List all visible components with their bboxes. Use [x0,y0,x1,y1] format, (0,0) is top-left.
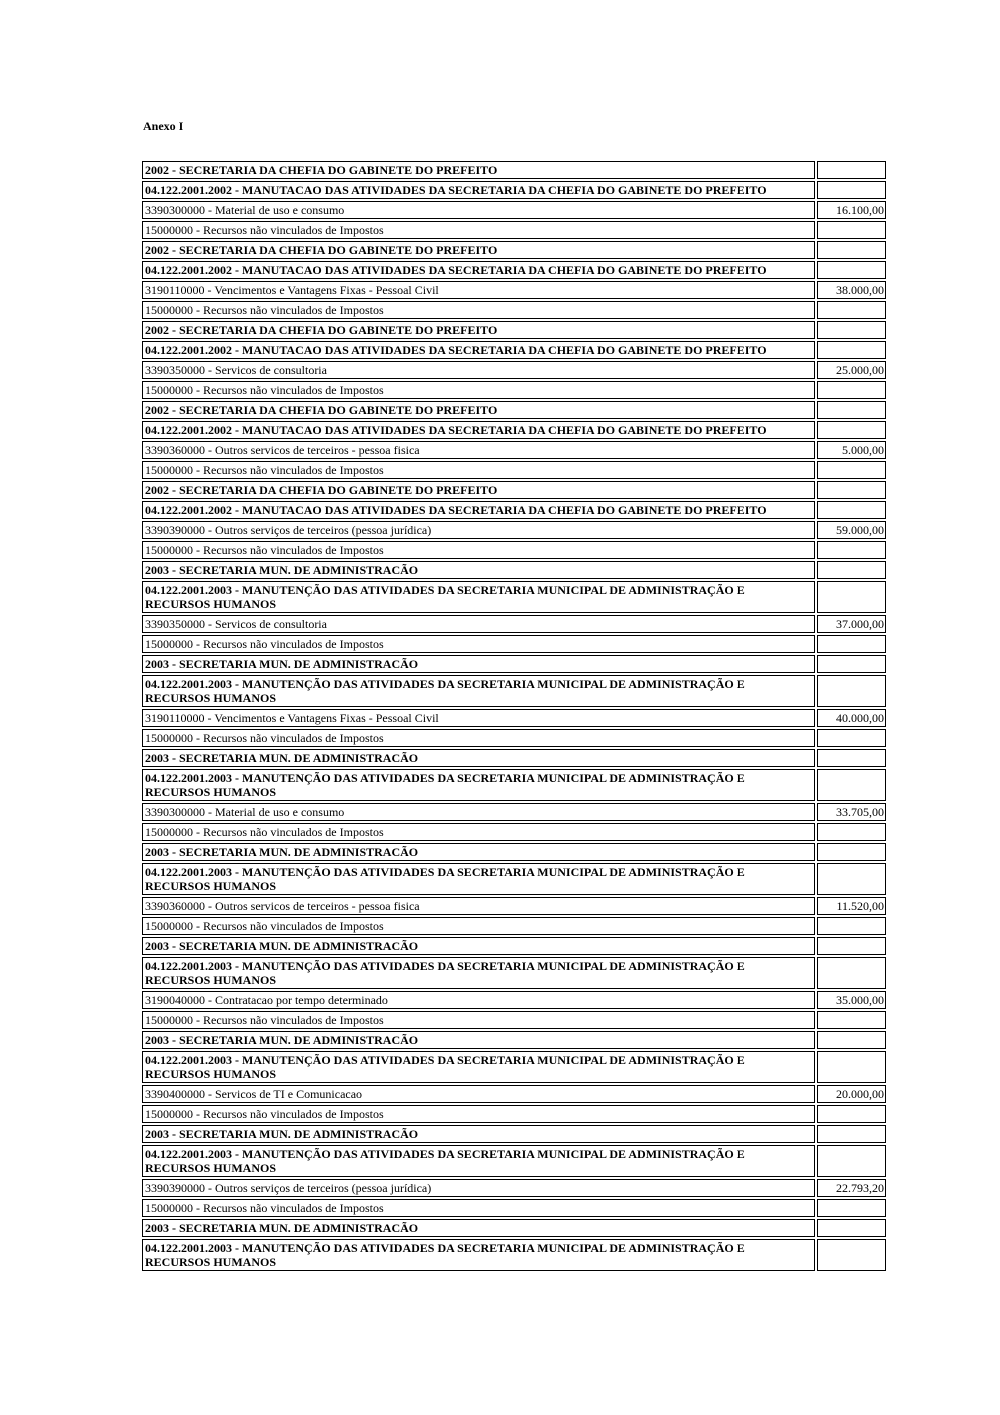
row-value [817,749,886,767]
row-value [817,917,886,935]
row-heading: 2002 - SECRETARIA DA CHEFIA DO GABINETE DO PREFEITO [142,241,815,259]
row-description: 15000000 - Recursos não vinculados de Impostos [142,541,815,559]
row-description: 15000000 - Recursos não vinculados de Impostos [142,1199,815,1217]
table-row [142,675,886,707]
row-value [817,401,886,419]
table-row [142,521,886,539]
table-row [142,501,886,519]
row-value [817,1011,886,1029]
table-row [142,937,886,955]
row-description: 3390350000 - Servicos de consultoria [142,361,815,379]
table-row [142,301,886,319]
table-row [142,201,886,219]
table-row [142,1179,886,1197]
table-row [142,161,886,179]
table-row [142,1051,886,1083]
row-description: 3390360000 - Outros servicos de terceiros - pessoa fisica [142,897,815,915]
table-row [142,421,886,439]
row-value [817,221,886,239]
row-value: 22.793,20 [817,1179,886,1197]
row-heading: 04.122.2001.2002 - MANUTACAO DAS ATIVIDADES DA SECRETARIA DA CHEFIA DO GABINETE DO PREFEITO [142,261,815,279]
table-row [142,381,886,399]
row-value: 35.000,00 [817,991,886,1009]
row-description: 3390300000 - Material de uso e consumo [142,803,815,821]
row-value [817,1051,886,1083]
row-description: 15000000 - Recursos não vinculados de Impostos [142,635,815,653]
row-value [817,1145,886,1177]
row-heading: 2003 - SECRETARIA MUN. DE ADMINISTRACÃO [142,937,815,955]
budget-table [140,159,888,1273]
row-description: 15000000 - Recursos não vinculados de Impostos [142,301,815,319]
table-row [142,823,886,841]
table-row [142,321,886,339]
table-row [142,803,886,821]
row-heading: 2003 - SECRETARIA MUN. DE ADMINISTRACÃO [142,1219,815,1237]
row-value [817,1105,886,1123]
table-row [142,917,886,935]
row-description: 3390360000 - Outros servicos de terceiros - pessoa fisica [142,441,815,459]
row-value [817,321,886,339]
row-description: 15000000 - Recursos não vinculados de Impostos [142,1105,815,1123]
row-description: 15000000 - Recursos não vinculados de Impostos [142,1011,815,1029]
table-row [142,615,886,633]
table-row [142,991,886,1009]
table-row [142,341,886,359]
row-description: 3390350000 - Servicos de consultoria [142,615,815,633]
row-value [817,181,886,199]
table-row [142,541,886,559]
row-value [817,655,886,673]
row-value [817,501,886,519]
row-description: 15000000 - Recursos não vinculados de Impostos [142,823,815,841]
table-row [142,561,886,579]
row-description: 3390390000 - Outros serviços de terceiros (pessoa jurídica) [142,521,815,539]
row-value [817,769,886,801]
table-row [142,1125,886,1143]
row-heading: 2003 - SECRETARIA MUN. DE ADMINISTRACÃO [142,1031,815,1049]
table-row [142,769,886,801]
row-value [817,341,886,359]
table-row [142,1031,886,1049]
table-row [142,635,886,653]
table-row [142,1239,886,1271]
row-value [817,1199,886,1217]
row-value [817,957,886,989]
table-row [142,1085,886,1103]
row-value [817,1239,886,1271]
row-heading: 04.122.2001.2003 - MANUTENÇÃO DAS ATIVIDADES DA SECRETARIA MUNICIPAL DE ADMINISTRAÇÃO E RECURSOS HUMANOS [142,581,815,613]
row-heading: 2003 - SECRETARIA MUN. DE ADMINISTRACÃO [142,749,815,767]
row-value [817,481,886,499]
table-row [142,281,886,299]
row-description: 3190110000 - Vencimentos e Vantagens Fixas - Pessoal Civil [142,281,815,299]
table-row [142,1011,886,1029]
table-row [142,897,886,915]
row-description: 15000000 - Recursos não vinculados de Impostos [142,221,815,239]
row-value [817,635,886,653]
table-row [142,655,886,673]
table-row [142,1199,886,1217]
row-value: 20.000,00 [817,1085,886,1103]
row-description: 3190040000 - Contratacao por tempo determinado [142,991,815,1009]
table-row [142,709,886,727]
row-value [817,729,886,747]
row-heading: 04.122.2001.2002 - MANUTACAO DAS ATIVIDADES DA SECRETARIA DA CHEFIA DO GABINETE DO PREFEITO [142,501,815,519]
row-value: 59.000,00 [817,521,886,539]
row-heading: 2002 - SECRETARIA DA CHEFIA DO GABINETE DO PREFEITO [142,401,815,419]
row-description: 3390390000 - Outros serviços de terceiros (pessoa jurídica) [142,1179,815,1197]
row-heading: 2003 - SECRETARIA MUN. DE ADMINISTRACÃO [142,1125,815,1143]
table-row [142,441,886,459]
row-description: 15000000 - Recursos não vinculados de Impostos [142,461,815,479]
row-value [817,937,886,955]
row-value [817,581,886,613]
row-heading: 2002 - SECRETARIA DA CHEFIA DO GABINETE DO PREFEITO [142,321,815,339]
row-value [817,1031,886,1049]
row-value [817,1219,886,1237]
row-heading: 04.122.2001.2003 - MANUTENÇÃO DAS ATIVIDADES DA SECRETARIA MUNICIPAL DE ADMINISTRAÇÃO E RECURSOS HUMANOS [142,1239,815,1271]
row-value [817,843,886,861]
row-value [817,261,886,279]
table-row [142,1145,886,1177]
row-heading: 04.122.2001.2003 - MANUTENÇÃO DAS ATIVIDADES DA SECRETARIA MUNICIPAL DE ADMINISTRAÇÃO E RECURSOS HUMANOS [142,1051,815,1083]
table-row [142,843,886,861]
row-value [817,421,886,439]
row-description: 15000000 - Recursos não vinculados de Impostos [142,729,815,747]
row-heading: 2003 - SECRETARIA MUN. DE ADMINISTRACÃO [142,655,815,673]
row-value [817,541,886,559]
row-value: 5.000,00 [817,441,886,459]
row-value: 40.000,00 [817,709,886,727]
table-row [142,361,886,379]
row-heading: 04.122.2001.2003 - MANUTENÇÃO DAS ATIVIDADES DA SECRETARIA MUNICIPAL DE ADMINISTRAÇÃO E RECURSOS HUMANOS [142,769,815,801]
row-value: 38.000,00 [817,281,886,299]
table-row [142,729,886,747]
row-value [817,241,886,259]
row-value: 37.000,00 [817,615,886,633]
table-row [142,181,886,199]
row-description: 3390400000 - Servicos de TI e Comunicacao [142,1085,815,1103]
row-description: 3390300000 - Material de uso e consumo [142,201,815,219]
row-heading: 2003 - SECRETARIA MUN. DE ADMINISTRACÃO [142,561,815,579]
table-row [142,221,886,239]
table-row [142,863,886,895]
row-value: 25.000,00 [817,361,886,379]
table-row [142,461,886,479]
row-value [817,1125,886,1143]
row-heading: 04.122.2001.2002 - MANUTACAO DAS ATIVIDADES DA SECRETARIA DA CHEFIA DO GABINETE DO PREFEITO [142,421,815,439]
row-value [817,301,886,319]
table-row [142,261,886,279]
row-value [817,863,886,895]
row-value [817,461,886,479]
row-description: 3190110000 - Vencimentos e Vantagens Fixas - Pessoal Civil [142,709,815,727]
row-value [817,381,886,399]
row-value [817,823,886,841]
row-description: 15000000 - Recursos não vinculados de Impostos [142,381,815,399]
table-row [142,241,886,259]
row-value: 16.100,00 [817,201,886,219]
row-heading: 04.122.2001.2003 - MANUTENÇÃO DAS ATIVIDADES DA SECRETARIA MUNICIPAL DE ADMINISTRAÇÃO E RECURSOS HUMANOS [142,1145,815,1177]
row-heading: 04.122.2001.2003 - MANUTENÇÃO DAS ATIVIDADES DA SECRETARIA MUNICIPAL DE ADMINISTRAÇÃO E RECURSOS HUMANOS [142,863,815,895]
budget-table-body [142,161,886,1271]
row-heading: 04.122.2001.2003 - MANUTENÇÃO DAS ATIVIDADES DA SECRETARIA MUNICIPAL DE ADMINISTRAÇÃO E RECURSOS HUMANOS [142,957,815,989]
table-row [142,1105,886,1123]
row-value [817,675,886,707]
row-heading: 04.122.2001.2002 - MANUTACAO DAS ATIVIDADES DA SECRETARIA DA CHEFIA DO GABINETE DO PREFEITO [142,341,815,359]
table-row [142,749,886,767]
row-heading: 04.122.2001.2002 - MANUTACAO DAS ATIVIDADES DA SECRETARIA DA CHEFIA DO GABINETE DO PREFEITO [142,181,815,199]
row-value [817,161,886,179]
row-value: 33.705,00 [817,803,886,821]
row-value [817,561,886,579]
row-value: 11.520,00 [817,897,886,915]
table-row [142,481,886,499]
row-description: 15000000 - Recursos não vinculados de Impostos [142,917,815,935]
table-row [142,581,886,613]
row-heading: 04.122.2001.2003 - MANUTENÇÃO DAS ATIVIDADES DA SECRETARIA MUNICIPAL DE ADMINISTRAÇÃO E RECURSOS HUMANOS [142,675,815,707]
table-row [142,957,886,989]
document-title: Anexo I [143,119,184,133]
row-heading: 2002 - SECRETARIA DA CHEFIA DO GABINETE DO PREFEITO [142,161,815,179]
table-row [142,1219,886,1237]
row-heading: 2003 - SECRETARIA MUN. DE ADMINISTRACÃO [142,843,815,861]
row-heading: 2002 - SECRETARIA DA CHEFIA DO GABINETE DO PREFEITO [142,481,815,499]
table-row [142,401,886,419]
